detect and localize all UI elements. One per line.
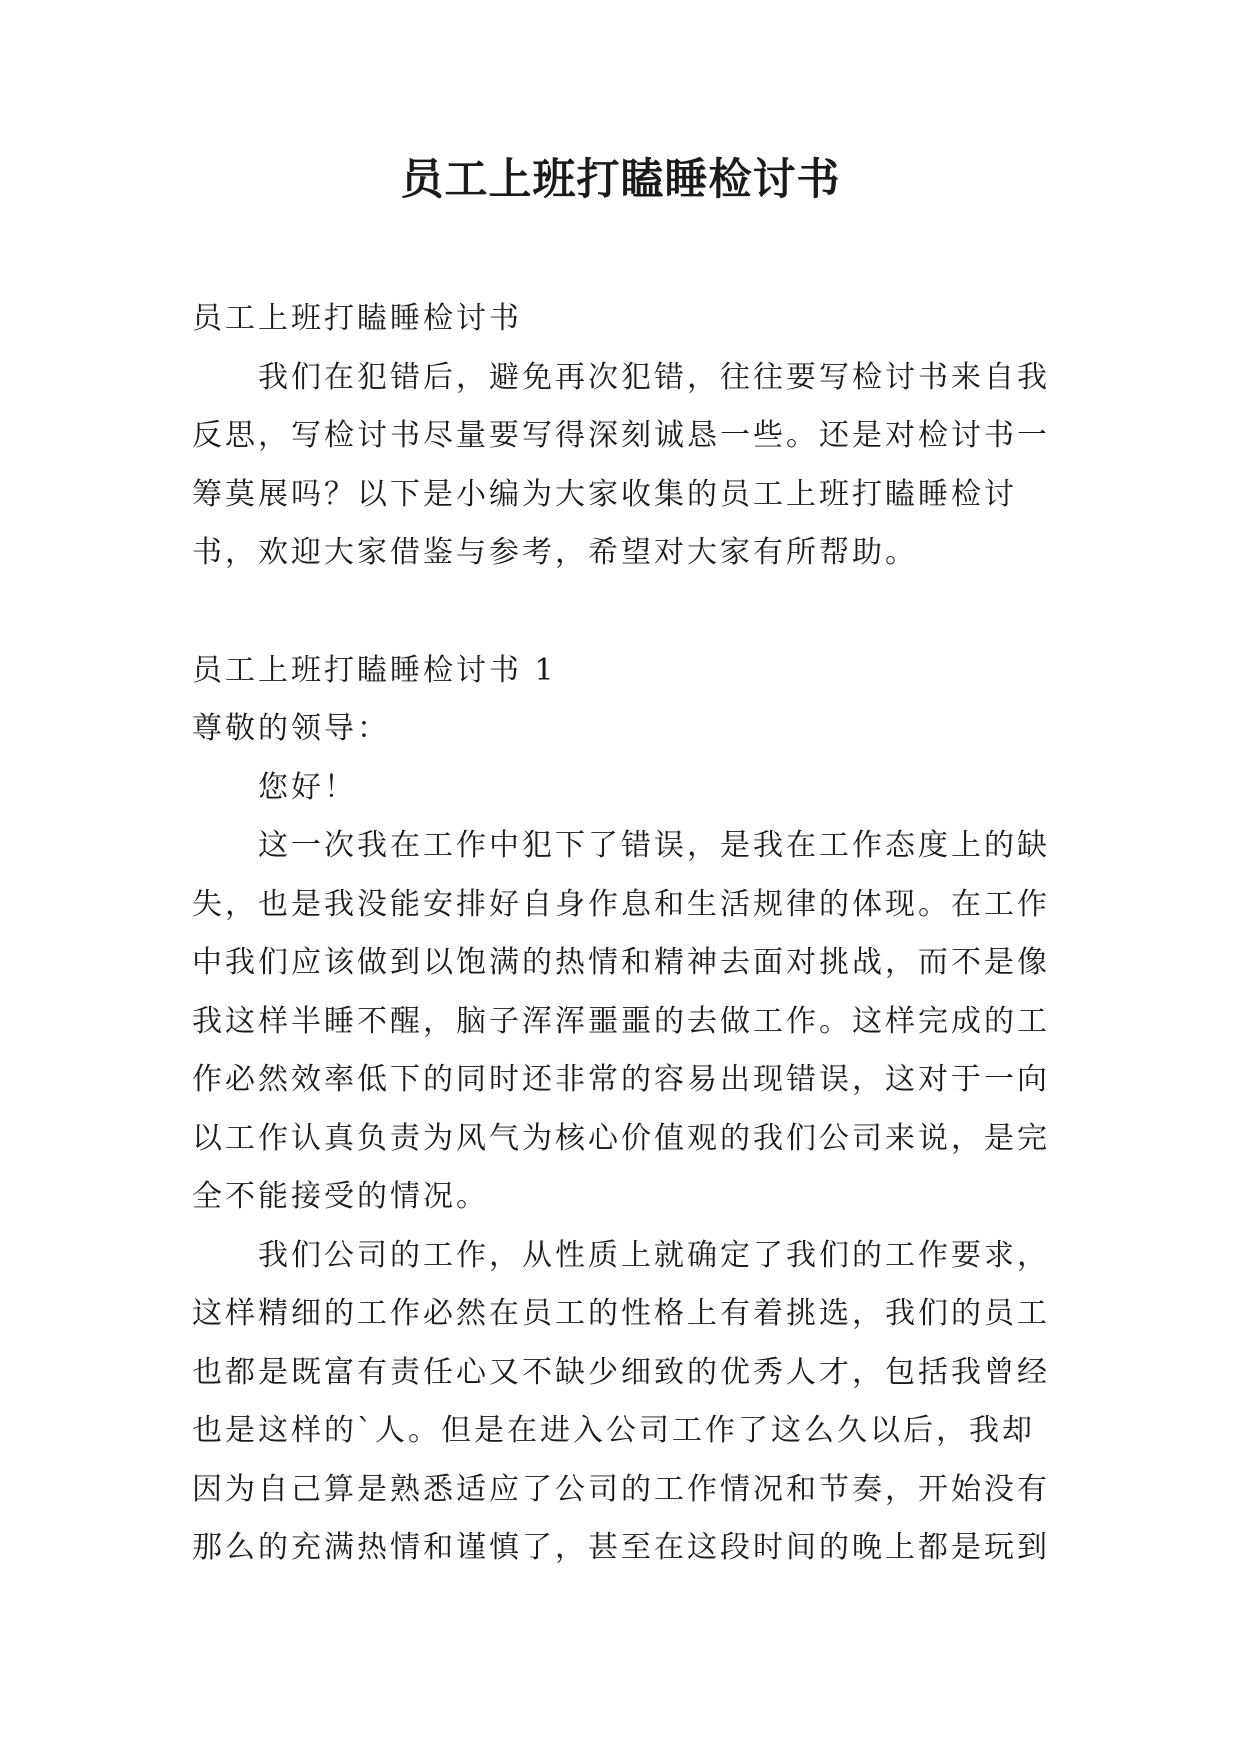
- paragraph-line: 作必然效率低下的同时还非常的容易出现错误，这对于一向: [192, 1062, 1050, 1097]
- paragraph-line: 全不能接受的情况。: [192, 1179, 489, 1214]
- body-paragraph-2: [192, 1227, 1064, 1578]
- greeting: 您好！: [258, 769, 357, 805]
- body-paragraph-1: [192, 817, 1064, 1227]
- paragraph-line: 我们在犯错后，避免再次犯错，往往要写检讨书来自我: [258, 359, 1050, 395]
- paragraph-line: 以工作认真负责为风气为核心价值观的我们公司来说，是完: [192, 1120, 1050, 1156]
- document-title: 员工上班打瞌睡检讨书: [400, 155, 841, 205]
- paragraph-line: 也都是既富有责任心又不缺少细致的优秀人才，包括我曾经: [192, 1354, 1050, 1390]
- paragraph-line: 反思，写检讨书尽量要写得深刻诚恳一些。还是对检讨书一: [192, 418, 1050, 453]
- document-subtitle: 员工上班打瞌睡检讨书: [192, 301, 522, 336]
- salutation: 尊敬的领导：: [192, 711, 390, 746]
- paragraph-line: 失，也是我没能安排好自身作息和生活规律的体现。在工作: [192, 886, 1050, 922]
- paragraph-line: 这一次我在工作中犯下了错误，是我在工作态度上的缺: [258, 828, 1050, 863]
- paragraph-line: 我这样半睡不醒，脑子浑浑噩噩的去做工作。这样完成的工: [192, 1003, 1050, 1039]
- paragraph-line: 书，欢迎大家借鉴与参考，希望对大家有所帮助。: [192, 535, 918, 570]
- paragraph-line: 这样精细的工作必然在员工的性格上有着挑选，我们的员工: [192, 1296, 1050, 1331]
- section-heading: 员工上班打瞌睡检讨书 1: [192, 652, 557, 688]
- intro-paragraph: [192, 349, 1064, 583]
- spacer: [192, 583, 1064, 642]
- paragraph-line: 我们公司的工作，从性质上就确定了我们的工作要求，: [258, 1237, 1050, 1273]
- paragraph-line: 因为自己算是熟悉适应了公司的工作情况和节奏，开始没有: [192, 1471, 1050, 1507]
- paragraph-line: 筹莫展吗？以下是小编为大家收集的员工上班打瞌睡检讨: [192, 476, 1017, 512]
- paragraph-line: 也是这样的`人。但是在进入公司工作了这么久以后，我却: [192, 1413, 1035, 1448]
- document-body: [192, 290, 1064, 1578]
- paragraph-line: 中我们应该做到以饱满的热情和精神去面对挑战，而不是像: [192, 945, 1050, 980]
- paragraph-line: 那么的充满热情和谨慎了，甚至在这段时间的晚上都是玩到: [192, 1530, 1050, 1565]
